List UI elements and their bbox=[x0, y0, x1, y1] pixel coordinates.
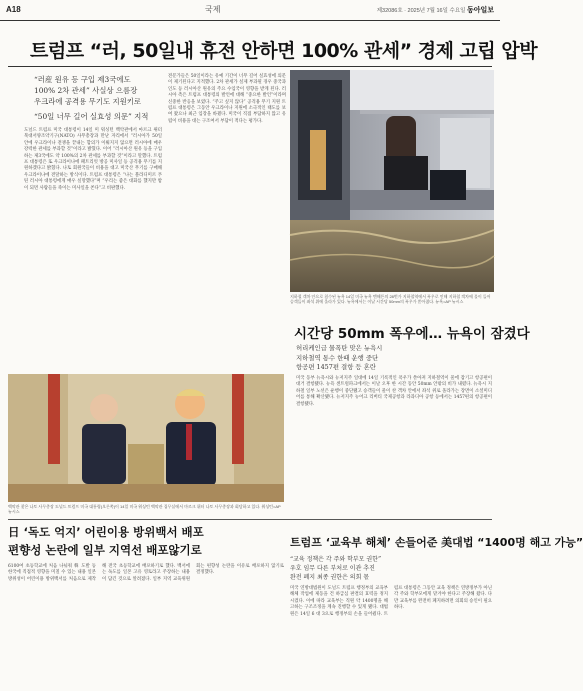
top-article-body-left: 도널드 트럼프 미국 대통령이 14일 미 워싱턴 백악관에서 마르크 뤼터 북대서양조약기구(NATO) 사무총장과 만난 자리에서 “러시아가 50일 안에 우크라이나 전쟁을 끝내는 합의가 이뤄지지 않으면 러시아에 매우 강력한 관세를 부과할 것”이라고 밝혔다. 이어 “러시아산 원유 등을 구입하는 제3국에도 약 100%의 2차 관세를 부과할 것”이라고 말했다. 트럼프 대통령은 또 우크라이나에 패트리엇 방공 미사일 등 공격용 무기를 지원하겠다고 밝혔다. 나토 회원국들이 비용을 대고 미국산 무기를 구매해 우크라이나에 전달하는 방식이다. 트럼프 대통령은 “나는 블라디미르 푸틴 러시아 대통령에게 매우 실망했다”며 “우리는 좋은 대화를 했지만 밤이 되면 사람들을 죽이는 미사일을 쏜다”고 비판했다. bbox=[24, 128, 162, 191]
divider bbox=[8, 519, 492, 520]
rain-subheads bbox=[296, 344, 446, 373]
top-subheads bbox=[34, 74, 164, 122]
subhead: 지하철역 통수 한때 운행 중단 bbox=[296, 353, 379, 362]
edu-subheads bbox=[290, 556, 410, 582]
subhead: “교육 정책은 각 주와 학부모 권한” bbox=[290, 556, 382, 563]
subhead: 허리케인급 물폭탄 맞은 뉴욕시 bbox=[296, 344, 383, 352]
photo-caption: 지하철 객차 안으로 침수된 뉴욕 14일 미국 뉴욕 맨해튼의 28번가 지하철역에서 폭우로 인해 지하철 객차에 물이 들어 승객들이 좌석 위에 올라가 있다. 뉴욕에서는 이날 시간당 50mm의 폭우가 쏟아졌다. 뉴욕=AP 뉴시스 bbox=[290, 294, 491, 305]
rain-article-body: 미국 동부 뉴욕시와 뉴저지주 일대에 14일 기록적인 폭우가 쏟아져 지하철역이 물에 잠기고 항공편이 대거 결항됐다. 뉴욕 센트럴파크에서는 이날 오후 한 시간 동안 50mm 안팎의 비가 내렸다. 뉴욕시 지하철 일부 노선은 운행이 중단됐고 승객들이 물이 찬 객차 안에서 좌석 위로 올라가는 장면이 소셜미디어를 통해 확산됐다. 뉴저지주 뉴어크 리버티 국제공항과 라과디아 공항 등에서는 1457편의 항공편이 결항됐다. bbox=[296, 376, 492, 407]
subhead: “50일 너무 길어 실효성 의문” 지적 bbox=[34, 112, 149, 121]
japan-article-body: 6100여 초등학교에 처음 나눠줘 韓 도발 등 한국에 직접적 영향을 미칠 수 있는 내용 일본 방위성이 어린이용 방위백서를 처음으로 제작해 전국 초등학교에 배포하기로 했다. 백서에는 독도를 일본 고유 영토라고 주장하는 내용이 담긴 것으로 알려졌다. 일부 지역 교육위원회는 편향성 논란을 이유로 배포하지 않기로 결정했다. bbox=[8, 564, 284, 582]
subhead: “러産 원유 등 구입 제3국에도 bbox=[34, 75, 131, 84]
top-article-body-mid: 전문가들은 50일이라는 유예 기간이 너무 길어 실효성에 의문이 제기된다고 지적했다. 2차 관세가 실제 부과될 경우 중국과 인도 등 러시아산 원유의 주요 수입국이 영향을 받게 된다. 러시아 측은 트럼프 대통령의 발언에 대해 “중요한 발언”이라며 신중한 반응을 보였다. “주고 싶지 않다” 공격용 무기 지원 트럼프 대통령은 그동안 우크라이나 지원에 소극적인 태도를 보여 왔으나 최근 입장을 바꿨다. 미국이 직접 부담하지 않고 유럽이 비용을 대는 구조여서 부담이 적다는 평가다. bbox=[168, 74, 286, 124]
edition-info: 제32086호 · 2025년 7월 16일 수요일 동아일보 bbox=[376, 5, 494, 14]
newspaper-logo: 동아일보 bbox=[466, 5, 494, 14]
trump-photo-caption: 백악관 찾은 나토 사무총장 도널드 트럼프 미국 대통령(오른쪽)이 14일 미국 워싱턴 백악관 집무실에서 마르크 뤼터 나토 사무총장과 회담하고 있다. 워싱턴=AP 뉴시스 bbox=[8, 504, 281, 515]
section-label: 국제 bbox=[205, 5, 221, 14]
flooded-subway-photo bbox=[290, 70, 494, 292]
japan-headline: 日 ‘독도 억지’ 어린이용 방위백서 배포 bbox=[8, 525, 204, 539]
divider bbox=[8, 66, 492, 67]
subhead: 완전 폐지 최종 권한은 의회 몫 bbox=[290, 573, 370, 581]
japan-subhead: 편향성 논란에 일부 지역선 배포않기로 bbox=[8, 543, 202, 557]
subhead: 항공편 1457편 결항 등 혼란 bbox=[296, 363, 376, 372]
page-number: A18 bbox=[6, 5, 21, 14]
subhead: 우크라에 공격용 무기도 지원키로 bbox=[34, 97, 142, 106]
edu-article-body: 미국 연방대법원이 도널드 트럼프 행정부의 교육부 해체 작업에 제동을 건 하급심 판결의 효력을 정지시켰다. 이에 따라 교육부는 직원 약 1400명을 해고하는 구조조정을 계속 진행할 수 있게 됐다. 대법원은 14일 6 대 3으로 행정부의 손을 들어줬다. 트럼프 대통령은 그동안 교육 정책은 연방정부가 아닌 각 주와 학부모에게 맡겨야 한다고 주장해 왔다. 다만 교육부를 완전히 폐지하려면 의회의 승인이 필요하다. bbox=[290, 586, 492, 617]
subhead: 우호 임무 다른 부처로 이관 추진 bbox=[290, 564, 375, 572]
subhead: 100% 2차 관세” 사실상 으름장 bbox=[34, 86, 138, 95]
edu-headline: 트럼프 ‘교육부 해체’ 손들어준 美대법 “1400명 해고 가능” bbox=[290, 536, 583, 549]
trump-rutte-photo bbox=[8, 374, 284, 502]
masthead bbox=[0, 0, 500, 21]
top-headline: 트럼프 “러, 50일내 휴전 안하면 100% 관세” 경제 고립 압박 bbox=[30, 40, 538, 62]
rain-headline: 시간당 50mm 폭우에… 뉴욕이 잠겼다 bbox=[294, 326, 530, 342]
